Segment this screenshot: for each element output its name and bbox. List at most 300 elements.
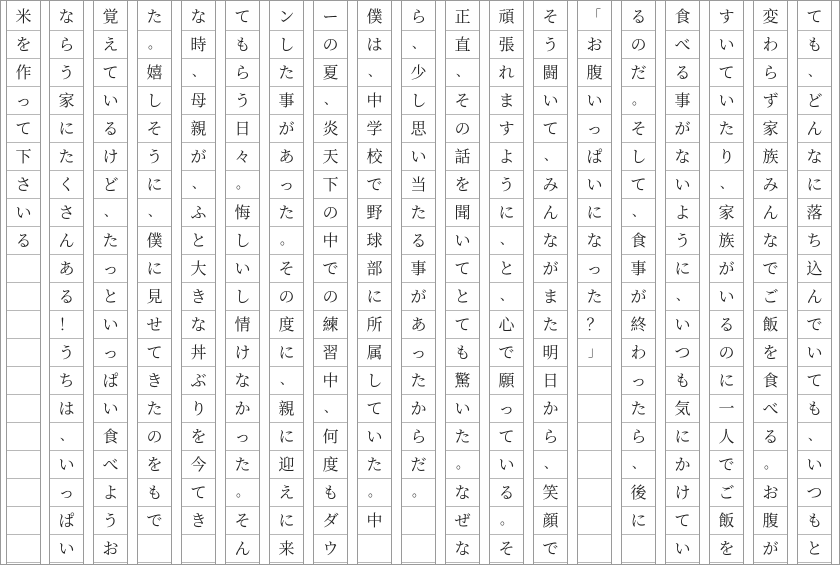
grid-cell: 母 [182, 87, 215, 115]
grid-cell: 。 [226, 479, 259, 507]
grid-cell: な [226, 367, 259, 395]
grid-cell: に [138, 255, 171, 283]
grid-cell: け [226, 339, 259, 367]
grid-cell: も [666, 367, 699, 395]
grid-cell: ん [754, 199, 787, 227]
grid-cell: 親 [182, 115, 215, 143]
manuscript-column [401, 1, 436, 564]
grid-cell: て [358, 395, 391, 423]
grid-cell: 下 [314, 171, 347, 199]
grid-cell: が [622, 283, 655, 311]
grid-cell [578, 395, 611, 423]
grid-cell: き [182, 507, 215, 535]
grid-cell: 度 [314, 451, 347, 479]
manuscript-column [181, 1, 216, 564]
grid-cell: 。 [446, 451, 479, 479]
grid-cell: か [534, 395, 567, 423]
grid-cell: 族 [754, 143, 787, 171]
manuscript-column [93, 1, 128, 564]
grid-cell: い [666, 535, 699, 563]
grid-cell: 。 [402, 479, 435, 507]
grid-cell: も [798, 395, 831, 423]
grid-cell: た [138, 395, 171, 423]
manuscript-column [225, 1, 260, 564]
grid-cell: 、 [182, 171, 215, 199]
grid-cell: 、 [94, 199, 127, 227]
grid-cell: い [446, 227, 479, 255]
grid-cell: な [578, 227, 611, 255]
grid-cell: 驚 [446, 367, 479, 395]
grid-cell: 飯 [754, 311, 787, 339]
grid-cell: る [710, 311, 743, 339]
manuscript-column [621, 1, 656, 564]
grid-cell: の [446, 115, 479, 143]
grid-cell: 事 [622, 255, 655, 283]
grid-cell: 学 [358, 115, 391, 143]
grid-cell: ウ [314, 535, 347, 563]
grid-cell: ダ [314, 507, 347, 535]
grid-cell: 、 [358, 59, 391, 87]
grid-cell: の [314, 283, 347, 311]
grid-cell: に [138, 171, 171, 199]
grid-cell: て [710, 59, 743, 87]
grid-cell: て [226, 3, 259, 31]
grid-cell: が [534, 255, 567, 283]
grid-cell: な [446, 479, 479, 507]
grid-cell: 下 [7, 143, 40, 171]
grid-cell: て [622, 171, 655, 199]
grid-cell: 食 [666, 3, 699, 31]
grid-cell: 部 [358, 255, 391, 283]
grid-cell: っ [578, 115, 611, 143]
grid-cell: け [666, 479, 699, 507]
grid-cell: ら [534, 423, 567, 451]
grid-cell: が [754, 535, 787, 563]
grid-cell: 、 [798, 423, 831, 451]
grid-cell: て [446, 255, 479, 283]
grid-cell: い [402, 143, 435, 171]
grid-cell: ？ [578, 311, 611, 339]
grid-cell: に [578, 199, 611, 227]
grid-cell: っ [622, 367, 655, 395]
grid-cell: え [270, 479, 303, 507]
grid-cell: あ [50, 255, 83, 283]
grid-cell: ん [50, 227, 83, 255]
grid-cell: よ [490, 143, 523, 171]
grid-cell: て [490, 423, 523, 451]
grid-cell [7, 311, 40, 339]
grid-cell: に [270, 339, 303, 367]
grid-cell: は [50, 395, 83, 423]
grid-cell: て [534, 115, 567, 143]
grid-cell: を [710, 535, 743, 563]
grid-cell: り [182, 395, 215, 423]
grid-cell: 後 [622, 479, 655, 507]
grid-cell: で [534, 535, 567, 563]
grid-cell: 日 [226, 115, 259, 143]
grid-cell: に [666, 255, 699, 283]
grid-cell: る [666, 59, 699, 87]
grid-cell: が [182, 143, 215, 171]
grid-cell: 思 [402, 115, 435, 143]
grid-cell: い [50, 451, 83, 479]
grid-cell: 丼 [182, 339, 215, 367]
grid-cell: が [270, 115, 303, 143]
grid-cell: っ [402, 339, 435, 367]
grid-cell: ん [798, 283, 831, 311]
grid-cell: つ [666, 339, 699, 367]
grid-cell: い [446, 395, 479, 423]
grid-cell: す [490, 115, 523, 143]
grid-cell: 事 [270, 87, 303, 115]
grid-cell: く [50, 171, 83, 199]
grid-cell: あ [270, 143, 303, 171]
grid-cell: た [622, 395, 655, 423]
grid-cell: ぜ [446, 507, 479, 535]
grid-cell: た [94, 227, 127, 255]
grid-cell: お [94, 535, 127, 563]
grid-cell: い [226, 255, 259, 283]
grid-cell [138, 535, 171, 563]
grid-cell: つ [798, 479, 831, 507]
grid-cell: 当 [402, 171, 435, 199]
grid-cell [7, 507, 40, 535]
grid-cell: 夏 [314, 59, 347, 87]
grid-cell: い [490, 451, 523, 479]
grid-cell: 、 [798, 59, 831, 87]
grid-cell: し [622, 143, 655, 171]
grid-cell: し [138, 87, 171, 115]
grid-cell: さ [50, 199, 83, 227]
grid-cell [402, 507, 435, 535]
grid-cell: 属 [358, 339, 391, 367]
grid-cell: が [710, 255, 743, 283]
grid-cell: ！ [50, 311, 83, 339]
grid-cell: う [50, 339, 83, 367]
grid-cell: 習 [314, 339, 347, 367]
grid-cell: き [182, 283, 215, 311]
manuscript-column [313, 1, 348, 564]
grid-cell: た [226, 451, 259, 479]
grid-cell: を [754, 339, 787, 367]
grid-cell: た [270, 199, 303, 227]
grid-cell: う [490, 171, 523, 199]
grid-cell: は [358, 31, 391, 59]
grid-cell: な [754, 227, 787, 255]
grid-cell: す [710, 3, 743, 31]
grid-cell: の [270, 283, 303, 311]
manuscript-column [269, 1, 304, 564]
grid-cell: ん [226, 535, 259, 563]
grid-cell: い [7, 199, 40, 227]
grid-cell [7, 451, 40, 479]
grid-cell: 、 [490, 283, 523, 311]
grid-cell: と [446, 283, 479, 311]
grid-cell: だ [402, 451, 435, 479]
grid-cell: る [622, 3, 655, 31]
grid-cell [578, 367, 611, 395]
grid-cell: い [710, 31, 743, 59]
grid-cell: い [94, 87, 127, 115]
grid-cell: 願 [490, 367, 523, 395]
grid-cell: 腹 [578, 59, 611, 87]
grid-cell: て [798, 3, 831, 31]
grid-cell: ら [402, 423, 435, 451]
grid-cell: な [534, 227, 567, 255]
grid-cell: っ [490, 395, 523, 423]
grid-cell: 大 [182, 255, 215, 283]
grid-cell [7, 535, 40, 563]
grid-cell: か [666, 451, 699, 479]
grid-cell: お [754, 479, 787, 507]
grid-cell: い [94, 395, 127, 423]
grid-cell: そ [138, 115, 171, 143]
grid-cell: い [578, 171, 611, 199]
grid-cell: に [622, 507, 655, 535]
grid-cell: 顔 [534, 507, 567, 535]
grid-cell: た [402, 199, 435, 227]
grid-cell: 、 [182, 59, 215, 87]
manuscript-column [665, 1, 700, 564]
grid-cell: に [50, 115, 83, 143]
grid-cell: せ [138, 311, 171, 339]
grid-cell: ぱ [94, 367, 127, 395]
grid-cell: 、 [666, 283, 699, 311]
grid-cell: っ [578, 255, 611, 283]
grid-cell: に [270, 423, 303, 451]
grid-cell: い [50, 535, 83, 563]
grid-cell: そ [622, 115, 655, 143]
grid-cell: で [798, 311, 831, 339]
grid-cell: 。 [358, 479, 391, 507]
grid-cell: ち [798, 227, 831, 255]
manuscript-column [6, 1, 41, 564]
grid-cell: を [138, 451, 171, 479]
grid-cell: う [666, 227, 699, 255]
grid-cell: 天 [314, 143, 347, 171]
grid-cell: 話 [446, 143, 479, 171]
grid-cell: 族 [710, 227, 743, 255]
grid-cell: 事 [402, 255, 435, 283]
grid-cell: 少 [402, 59, 435, 87]
grid-cell: 、 [490, 227, 523, 255]
grid-cell: も [314, 479, 347, 507]
grid-cell: う [534, 31, 567, 59]
grid-cell: ら [754, 59, 787, 87]
grid-cell [7, 423, 40, 451]
grid-cell: 米 [7, 3, 40, 31]
grid-cell: い [666, 171, 699, 199]
grid-cell: け [94, 143, 127, 171]
grid-cell: 僕 [138, 227, 171, 255]
grid-cell: 、 [138, 199, 171, 227]
grid-cell: が [402, 283, 435, 311]
grid-cell: も [446, 339, 479, 367]
grid-cell: し [402, 87, 435, 115]
grid-cell: ら [226, 59, 259, 87]
grid-cell: 中 [314, 227, 347, 255]
grid-cell: べ [94, 451, 127, 479]
grid-cell: 、 [534, 143, 567, 171]
grid-cell: り [710, 143, 743, 171]
grid-cell: っ [50, 479, 83, 507]
grid-cell: 度 [270, 311, 303, 339]
grid-cell: 、 [270, 367, 303, 395]
grid-cell: を [7, 31, 40, 59]
grid-cell [7, 367, 40, 395]
grid-cell: う [50, 59, 83, 87]
grid-cell: ぱ [50, 507, 83, 535]
grid-cell: べ [754, 395, 787, 423]
grid-cell: さ [7, 171, 40, 199]
manuscript-column [137, 1, 172, 564]
grid-cell: 家 [50, 87, 83, 115]
grid-cell: 、 [314, 395, 347, 423]
grid-cell: 僕 [358, 3, 391, 31]
grid-cell: 所 [358, 311, 391, 339]
grid-cell: 情 [226, 311, 259, 339]
grid-cell: 終 [622, 311, 655, 339]
grid-cell: っ [7, 87, 40, 115]
grid-cell: て [7, 115, 40, 143]
grid-cell: が [666, 115, 699, 143]
grid-cell: 家 [710, 199, 743, 227]
grid-cell: 。 [622, 87, 655, 115]
grid-cell: ん [534, 199, 567, 227]
grid-cell: い [534, 87, 567, 115]
grid-cell: の [314, 199, 347, 227]
grid-cell: で [358, 171, 391, 199]
grid-cell: に [666, 423, 699, 451]
grid-cell: 、 [314, 87, 347, 115]
manuscript-column [489, 1, 524, 564]
grid-cell: で [314, 255, 347, 283]
grid-cell: そ [270, 255, 303, 283]
grid-cell: の [138, 423, 171, 451]
grid-cell: 明 [534, 339, 567, 367]
grid-cell: 笑 [534, 479, 567, 507]
grid-cell: ず [754, 87, 787, 115]
grid-cell [7, 339, 40, 367]
grid-cell: わ [754, 31, 787, 59]
grid-cell: で [754, 255, 787, 283]
grid-cell: い [666, 311, 699, 339]
grid-cell: お [578, 31, 611, 59]
grid-cell: っ [94, 339, 127, 367]
grid-cell: 練 [314, 311, 347, 339]
grid-cell: そ [226, 507, 259, 535]
grid-cell: に [358, 283, 391, 311]
grid-cell: う [226, 87, 259, 115]
grid-cell: て [446, 311, 479, 339]
grid-cell [7, 255, 40, 283]
grid-cell: 「 [578, 3, 611, 31]
grid-cell [578, 507, 611, 535]
grid-cell: 」 [578, 339, 611, 367]
grid-cell: い [94, 311, 127, 339]
grid-cell: 覚 [94, 3, 127, 31]
grid-cell: た [534, 311, 567, 339]
grid-cell: 心 [490, 311, 523, 339]
grid-cell: る [490, 479, 523, 507]
grid-cell [578, 423, 611, 451]
grid-cell: た [138, 3, 171, 31]
grid-cell: か [226, 395, 259, 423]
manuscript-column [577, 1, 612, 564]
grid-cell: 嬉 [138, 59, 171, 87]
manuscript-column [709, 1, 744, 564]
grid-cell: る [94, 115, 127, 143]
grid-cell: い [798, 451, 831, 479]
grid-cell: と [490, 255, 523, 283]
grid-cell: 々 [226, 143, 259, 171]
grid-cell: ど [798, 87, 831, 115]
grid-cell: 事 [666, 87, 699, 115]
grid-cell: な [666, 143, 699, 171]
grid-cell: 作 [7, 59, 40, 87]
grid-cell: う [94, 507, 127, 535]
grid-cell: と [182, 227, 215, 255]
grid-cell: な [50, 3, 83, 31]
grid-cell: ご [710, 479, 743, 507]
grid-cell: 闘 [534, 59, 567, 87]
grid-cell: と [94, 283, 127, 311]
grid-cell: 気 [666, 395, 699, 423]
grid-cell: べ [666, 31, 699, 59]
grid-cell: い [358, 423, 391, 451]
grid-cell: 直 [446, 31, 479, 59]
grid-cell: な [446, 535, 479, 563]
grid-cell: で [710, 451, 743, 479]
grid-cell: 食 [94, 423, 127, 451]
grid-cell [578, 479, 611, 507]
grid-cell: し [358, 367, 391, 395]
manuscript-column [753, 1, 788, 564]
grid-cell: 。 [138, 31, 171, 59]
grid-cell: 腹 [754, 507, 787, 535]
grid-cell: み [754, 171, 787, 199]
grid-cell: 、 [534, 451, 567, 479]
grid-cell: よ [94, 479, 127, 507]
grid-cell [622, 535, 655, 563]
grid-cell: ち [50, 367, 83, 395]
grid-cell: ん [798, 115, 831, 143]
grid-cell: そ [490, 535, 523, 563]
grid-cell: て [94, 59, 127, 87]
manuscript-column [533, 1, 568, 564]
grid-cell: 炎 [314, 115, 347, 143]
grid-cell: た [402, 367, 435, 395]
grid-cell: て [182, 479, 215, 507]
grid-cell: 親 [270, 395, 303, 423]
grid-cell: ー [314, 3, 347, 31]
grid-cell: っ [226, 423, 259, 451]
grid-cell: き [138, 367, 171, 395]
grid-cell: 、 [622, 451, 655, 479]
grid-cell: い [710, 87, 743, 115]
grid-cell: い [798, 339, 831, 367]
grid-cell: 球 [358, 227, 391, 255]
grid-cell: そ [534, 3, 567, 31]
grid-cell: 中 [314, 367, 347, 395]
grid-cell: も [226, 31, 259, 59]
grid-cell: 正 [446, 3, 479, 31]
grid-cell: た [50, 143, 83, 171]
grid-cell: あ [402, 311, 435, 339]
grid-cell [358, 535, 391, 563]
grid-cell: な [182, 311, 215, 339]
grid-cell: た [578, 283, 611, 311]
